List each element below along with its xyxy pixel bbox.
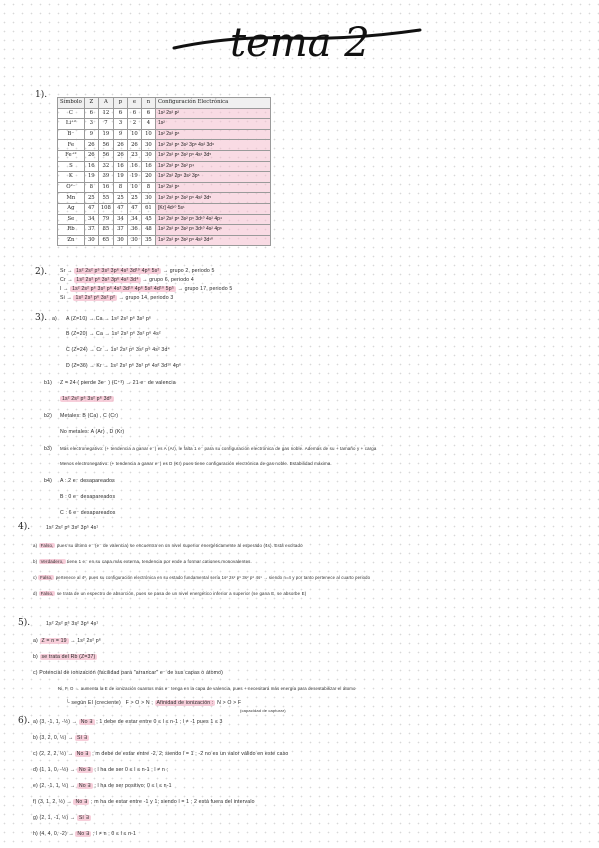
s4-line-d <box>33 591 306 596</box>
col-n: n <box>141 98 155 109</box>
s6-tuple: (3, -1, 1, -½) <box>39 719 71 725</box>
config-cell: 1s² 2s² p⁶ <box>155 129 270 140</box>
value-cell: 108 <box>98 203 113 214</box>
s6-tuple: (4, 4, 0, -2) <box>39 831 67 837</box>
value-cell: 16 <box>113 161 127 172</box>
value-cell: 20 <box>141 172 155 183</box>
table-row <box>58 129 271 140</box>
col-p: p <box>113 98 127 109</box>
value-cell: 23 <box>127 150 141 161</box>
s6-label: b) <box>33 735 38 741</box>
section-5-number: 5). <box>18 618 31 628</box>
value-cell: 37 <box>84 225 98 236</box>
s6-arrow: → <box>69 783 77 789</box>
value-cell: 30 <box>141 150 155 161</box>
value-cell: 30 <box>141 193 155 204</box>
s5-c-label: c) <box>33 670 38 676</box>
symbol-cell: B⁻ <box>58 129 85 140</box>
table-row <box>58 235 271 246</box>
s3-b4-line: A : 2 e⁻ desapareados <box>60 478 115 484</box>
value-cell: 30 <box>84 235 98 246</box>
table-row <box>58 150 271 161</box>
section-4-number: 4). <box>18 522 31 532</box>
value-cell: 30 <box>113 235 127 246</box>
s6-label: a) <box>33 719 38 725</box>
value-cell: 6 <box>113 108 127 119</box>
s4-text: tiene 1 e⁻ en su capa más externa, tendencia por ende a formar cationes monovalentes. <box>66 559 252 564</box>
s6-note: ; l ha de ser positivo; 0 ≤ l ≤ n-1 <box>94 783 172 789</box>
s6-line <box>33 815 91 821</box>
config-cell: 1s² 2s² p⁶ 3s² p⁶ 4s¹ 3d⁵ <box>155 150 270 161</box>
s6-note: ; m ha de estar entre -1 y 1; siendo l = 1 ; 2 está fuera del intervalo <box>91 799 255 805</box>
config-cell: 1s² 2s² 2p⁶ 3s² 3p⁶ <box>155 172 270 183</box>
s6-note: ; 1 debe de estar entre 0 ≤ l ≤ n-1 ; l ≠ -1 pues 1 ≤ 3 <box>96 719 223 725</box>
s3-a-line: B (Z=20) → Ca → 1s² 2s² p⁶ 3s² p⁶ 4s² <box>66 331 161 337</box>
value-cell: 34 <box>113 214 127 225</box>
s3-a-line: A (Z=10) → Ca → 1s² 2s² p⁶ 3s² p⁶ <box>66 316 152 322</box>
s6-verdict: No ∃ <box>80 719 93 725</box>
s3-b1-config <box>60 396 114 402</box>
s5-c-sub2-d: N > O > F <box>217 700 242 706</box>
value-cell: 4 <box>141 119 155 130</box>
value-cell: 12 <box>98 108 113 119</box>
col-a: A <box>98 98 113 109</box>
config-cell: 1s² 2s² p⁶ 3s² 3p⁶ 4s² 3d⁶ <box>155 140 270 151</box>
s3-a-line: D (Z=36) → Kr → 1s² 2s² p⁶ 3s² p⁶ 4s² 3d¹⁰ 4p⁶ <box>66 363 182 369</box>
s5-c-sub2-c: Afinidad de ionización : <box>156 700 214 706</box>
s6-line <box>33 831 136 837</box>
value-cell: 8 <box>113 182 127 193</box>
s3-b1-label: b1) <box>44 380 52 386</box>
s2-line-si <box>60 295 173 301</box>
s6-note: ; l ≠ n ; 0 ≤ l ≤ n-1 <box>92 831 137 837</box>
s6-verdict: No ∃ <box>78 783 91 789</box>
value-cell: 25 <box>84 193 98 204</box>
section-2-number: 2). <box>35 267 48 277</box>
value-cell: 30 <box>127 235 141 246</box>
s6-tuple: (2, 1, -1, ½) <box>39 815 69 821</box>
s5-a-label: a) <box>33 638 38 644</box>
value-cell: 3 <box>113 119 127 130</box>
s6-tuple: (3, 1, 2, ½) <box>38 799 65 805</box>
s3-b3-label: b3) <box>44 446 52 452</box>
value-cell: 55 <box>98 193 113 204</box>
s5-b-label: b) <box>33 654 38 660</box>
table-header-row <box>58 98 271 109</box>
value-cell: 45 <box>141 214 155 225</box>
col-symbol: Símbolo <box>58 98 85 109</box>
s4-label: c) <box>33 575 37 580</box>
s6-arrow: → <box>66 799 74 805</box>
value-cell: 16 <box>84 161 98 172</box>
s3-b2-label: b2) <box>44 413 52 419</box>
col-config: Configuración Electrónica <box>155 98 270 109</box>
s2-rest: → grupo 2, periodo 5 <box>162 268 215 274</box>
value-cell: 8 <box>84 182 98 193</box>
value-cell: 19 <box>98 129 113 140</box>
section-1-number: 1). <box>35 90 48 100</box>
s6-line <box>33 783 172 789</box>
s4-text: pues su último e⁻ (e⁻ de valencia) se encuentra en un nivel superior energéticamente al esperado (4s). Está excitado <box>56 543 303 548</box>
symbol-cell: Zn <box>58 235 85 246</box>
symbol-cell: Se <box>58 214 85 225</box>
value-cell: 35 <box>141 235 155 246</box>
symbol-cell: Fe <box>58 140 85 151</box>
s4-key: Falso, <box>40 591 54 596</box>
s4-label: d) <box>33 591 38 596</box>
s3-b4-label: b4) <box>44 478 52 484</box>
s2-lhs: I → <box>60 286 69 292</box>
table-row <box>58 140 271 151</box>
s5-c-sub1-a: Ni, F, O → <box>58 686 80 691</box>
s2-config: 1s² 2s² p⁶ 3s² p² <box>75 295 116 301</box>
col-z: Z <box>84 98 98 109</box>
s6-note: ; l ha de ser 0 ≤ l ≤ n-1 ; l ≠ n ; <box>94 767 169 773</box>
s4-text: pertenece al 4º, pues su configuración electrónica en su estado fundamental sería 1s² 2s² p⁶ 3s² p⁶ 4s¹ → siendo n=4 y por tanto pertenece al cuarto periodo <box>55 575 371 580</box>
s6-tuple: (2, -1, 1, ½) <box>39 783 69 789</box>
config-cell: 1s² 2s² p² <box>155 108 270 119</box>
s6-arrow: → <box>68 831 76 837</box>
s5-b <box>33 654 97 660</box>
symbol-cell: Rb <box>58 225 85 236</box>
value-cell: 47 <box>113 203 127 214</box>
s6-arrow: → <box>71 719 79 725</box>
s2-rest: → grupo 14, periodo 3 <box>118 295 174 301</box>
s6-label: c) <box>33 751 38 757</box>
value-cell: 9 <box>84 129 98 140</box>
s5-config: 1s² 2s² p⁶ 3s² 3p⁶ 4s¹ <box>46 621 99 627</box>
s6-tuple: (1, 1, 0, -½) <box>39 767 69 773</box>
s5-c-sub2-a: └ según EI (creciente) <box>66 700 121 706</box>
value-cell: 6 <box>84 108 98 119</box>
s6-line <box>33 799 255 805</box>
s6-arrow: → <box>68 735 75 741</box>
value-cell: 25 <box>127 193 141 204</box>
value-cell: 8 <box>141 182 155 193</box>
table-row <box>58 119 271 130</box>
s4-label: a) <box>33 543 38 548</box>
s3-b3-line2: Menos electronegativo: (+ tendencia a ganar e⁻) es D (Kr) pues tiene configuración electrónica de gas noble. Estabilidad máxima. <box>60 461 332 466</box>
s5-a-config: 1s² 2s² p⁶ <box>77 638 102 644</box>
s6-tuple: (2, 2, 2, ½) <box>39 751 67 757</box>
value-cell: 2 <box>127 119 141 130</box>
s3-b4-line: B : 0 e⁻ desapareados <box>60 494 116 500</box>
value-cell: 9 <box>113 129 127 140</box>
value-cell: 26 <box>127 140 141 151</box>
value-cell: 26 <box>84 140 98 151</box>
s6-arrow: → <box>67 751 75 757</box>
config-cell: 1s² 2s² p⁶ 3s² p⁶ 3d¹⁰ 4s² 4p⁴ <box>155 214 270 225</box>
s6-note: ; m debe de estar entre -2, 2; siendo l = 1 ; -2 no es un valor válido en este caso <box>92 751 289 757</box>
config-cell: [Kr] 4d¹⁰ 5s¹ <box>155 203 270 214</box>
value-cell: 56 <box>98 150 113 161</box>
s4-text: se trata de un espectro de absorción, pues se pasa de un nivel energético inferior a superior (se gana E, se absorbe E) <box>56 591 307 596</box>
s2-config: 1s² 2s² p⁶ 3s² p⁶ 4s² 3d¹⁰ 4p⁶ 5s² 4d¹⁰ 5p⁵ <box>72 286 175 292</box>
s6-verdict: No ∃ <box>77 831 90 837</box>
s6-arrow: → <box>69 767 77 773</box>
s2-lhs: Sr → <box>60 268 73 274</box>
s5-b-text: se trata del Rb (Z=37) <box>41 654 96 660</box>
config-cell: 1s² 2s² p⁶ 3s² p⁶ 4s² 3d⁵ <box>155 193 270 204</box>
s6-verdict: Sí ∃ <box>78 815 90 821</box>
s5-c <box>33 670 223 676</box>
s2-rest: → grupo 17, periodo 5 <box>177 286 233 292</box>
s4-key: Verdadero, <box>40 559 64 564</box>
s6-label: h) <box>33 831 38 837</box>
s4-key: Falso, <box>40 575 53 580</box>
s2-line-sr <box>60 268 215 274</box>
value-cell: 47 <box>127 203 141 214</box>
value-cell: 16 <box>98 182 113 193</box>
value-cell: 7 <box>98 119 113 130</box>
symbol-cell: K <box>58 172 85 183</box>
s2-line-i <box>60 286 232 292</box>
value-cell: 85 <box>98 225 113 236</box>
value-cell: 10 <box>127 129 141 140</box>
value-cell: 79 <box>98 214 113 225</box>
table-row <box>58 108 271 119</box>
config-cell: 1s² 2s² p⁶ 3s² p⁶ 4s² 3d¹⁰ <box>155 235 270 246</box>
value-cell: 6 <box>141 108 155 119</box>
s6-verdict: Sí ∃ <box>76 735 88 741</box>
table-row <box>58 182 271 193</box>
value-cell: 65 <box>98 235 113 246</box>
s6-verdict: No ∃ <box>75 799 88 805</box>
table-row <box>58 172 271 183</box>
value-cell: 34 <box>84 214 98 225</box>
s5-a-text: Z = n = 19 <box>41 638 67 644</box>
s6-tuple: (3, 2, 0, ½) <box>39 735 67 741</box>
s4-key: Falso, <box>40 543 54 548</box>
value-cell: 16 <box>127 161 141 172</box>
s6-line <box>33 735 89 741</box>
s6-verdict: No ∃ <box>78 767 91 773</box>
s5-c-sub2-b: F > O > N ; <box>125 700 153 706</box>
s5-c-sub2 <box>66 700 241 706</box>
value-cell: 10 <box>127 182 141 193</box>
value-cell: 26 <box>113 140 127 151</box>
s2-rest: → grupo 6, periodo 4 <box>142 277 194 283</box>
s3-b4-line: C : 6 e⁻ desapareados <box>60 510 116 516</box>
config-cell: 1s² <box>155 119 270 130</box>
title-text: tema 2 <box>230 20 370 66</box>
s2-line-cr <box>60 277 194 283</box>
value-cell: 19 <box>127 172 141 183</box>
section-3-number: 3). <box>35 313 48 323</box>
value-cell: 30 <box>141 140 155 151</box>
s4-label: b) <box>33 559 38 564</box>
s3-b3-line1: Más electronegativo: (+ tendencia a ganar e⁻) es A (Ar), le falta 1 e⁻ para su configuración electrónica de gas noble. Además de su + tamaño y + carga <box>60 446 377 451</box>
table-row <box>58 225 271 236</box>
table-row <box>58 203 271 214</box>
s6-line <box>33 719 223 725</box>
s5-c-note: (capacidad de capturar) <box>240 708 286 713</box>
s6-arrow: → <box>69 815 77 821</box>
s2-lhs: Cr → <box>60 277 73 283</box>
symbol-cell: S <box>58 161 85 172</box>
s4-line-b <box>33 559 252 565</box>
s5-c-sub1 <box>58 686 356 692</box>
col-e: e <box>127 98 141 109</box>
table-row <box>58 214 271 225</box>
symbol-cell: Ag <box>58 203 85 214</box>
value-cell: 19 <box>84 172 98 183</box>
electron-config-table <box>57 97 271 246</box>
s4-line-a <box>33 543 303 549</box>
s6-label: f) <box>33 799 37 805</box>
s3-b2-text: Metales: B (Ca) , C (Cr) <box>60 413 119 419</box>
value-cell: 10 <box>141 129 155 140</box>
s3-a-label: a) <box>52 316 57 322</box>
s2-config: 1s² 2s² p⁶ 3s² 3p⁶ 4s² 3d¹⁰ 4p⁶ 5s² <box>76 268 160 274</box>
value-cell: 37 <box>113 225 127 236</box>
symbol-cell: Li⁺² <box>58 119 85 130</box>
s6-line <box>33 767 168 773</box>
s3-b1-text: Z = 24 ( pierde 3e⁻ ) (C⁺³) → 21 e⁻ de valencia <box>60 380 176 386</box>
table-row <box>58 193 271 204</box>
s3-b1-config-value: 1s² 2s² p⁶ 3s² p⁶ 3d³ <box>62 396 112 402</box>
value-cell: 61 <box>141 203 155 214</box>
value-cell: 34 <box>127 214 141 225</box>
symbol-cell: Mn <box>58 193 85 204</box>
s5-c-sub1-b: aumenta la E de ionización cuantos más e⁻ tenga en la capa de valencia, pues + necesitará más energía para desestabilizar el átomo <box>80 686 356 691</box>
value-cell: 25 <box>113 193 127 204</box>
value-cell: 48 <box>141 225 155 236</box>
s6-verdict: No ∃ <box>76 751 89 757</box>
s2-lhs: Si → <box>60 295 72 301</box>
title-swash <box>170 8 430 68</box>
value-cell: 36 <box>127 225 141 236</box>
value-cell: 47 <box>84 203 98 214</box>
table-row <box>58 161 271 172</box>
symbol-cell: Fe⁺² <box>58 150 85 161</box>
value-cell: 16 <box>141 161 155 172</box>
value-cell: 6 <box>127 108 141 119</box>
s3-a-line: C (Z=24) → Cr → 1s² 2s² p⁶ 3s² p⁶ 4s² 3d⁴ <box>66 347 170 353</box>
value-cell: 26 <box>84 150 98 161</box>
section-6-number: 6). <box>18 716 31 726</box>
s4-line-c <box>33 575 370 580</box>
table-body <box>58 108 271 246</box>
s4-config: 1s² 2s² p⁶ 3s² 3p⁵ 4s¹ <box>46 525 99 531</box>
s5-c-text: Potencial de ionización (facilidad para "arrancar" e⁻ de sus capas o átomo) <box>39 670 223 676</box>
value-cell: 56 <box>98 140 113 151</box>
symbol-cell: O²⁻ <box>58 182 85 193</box>
s6-label: d) <box>33 767 38 773</box>
value-cell: 3 <box>84 119 98 130</box>
symbol-cell: C <box>58 108 85 119</box>
s6-line <box>33 751 288 757</box>
value-cell: 32 <box>98 161 113 172</box>
value-cell: 39 <box>98 172 113 183</box>
s2-config: 1s² 2s² p⁶ 3s² 3p⁶ 4s² 3d⁴ <box>76 277 139 283</box>
s6-label: g) <box>33 815 38 821</box>
config-cell: 1s² 2s² p⁶ <box>155 182 270 193</box>
config-cell: 1s² 2s² p⁶ 3s² p⁶ 3d¹⁰ 4s² 4p⁶ <box>155 225 270 236</box>
config-cell: 1s² 2s² p⁶ 3s² p⁴ <box>155 161 270 172</box>
s3-b2-text2: No metales: A (Ar) , D (Kr) <box>60 429 125 435</box>
value-cell: 26 <box>113 150 127 161</box>
value-cell: 19 <box>113 172 127 183</box>
s5-a: a) Z = n = 19 → 1s² 2s² p⁶ <box>33 638 102 644</box>
page-title <box>170 8 430 68</box>
s6-label: e) <box>33 783 38 789</box>
